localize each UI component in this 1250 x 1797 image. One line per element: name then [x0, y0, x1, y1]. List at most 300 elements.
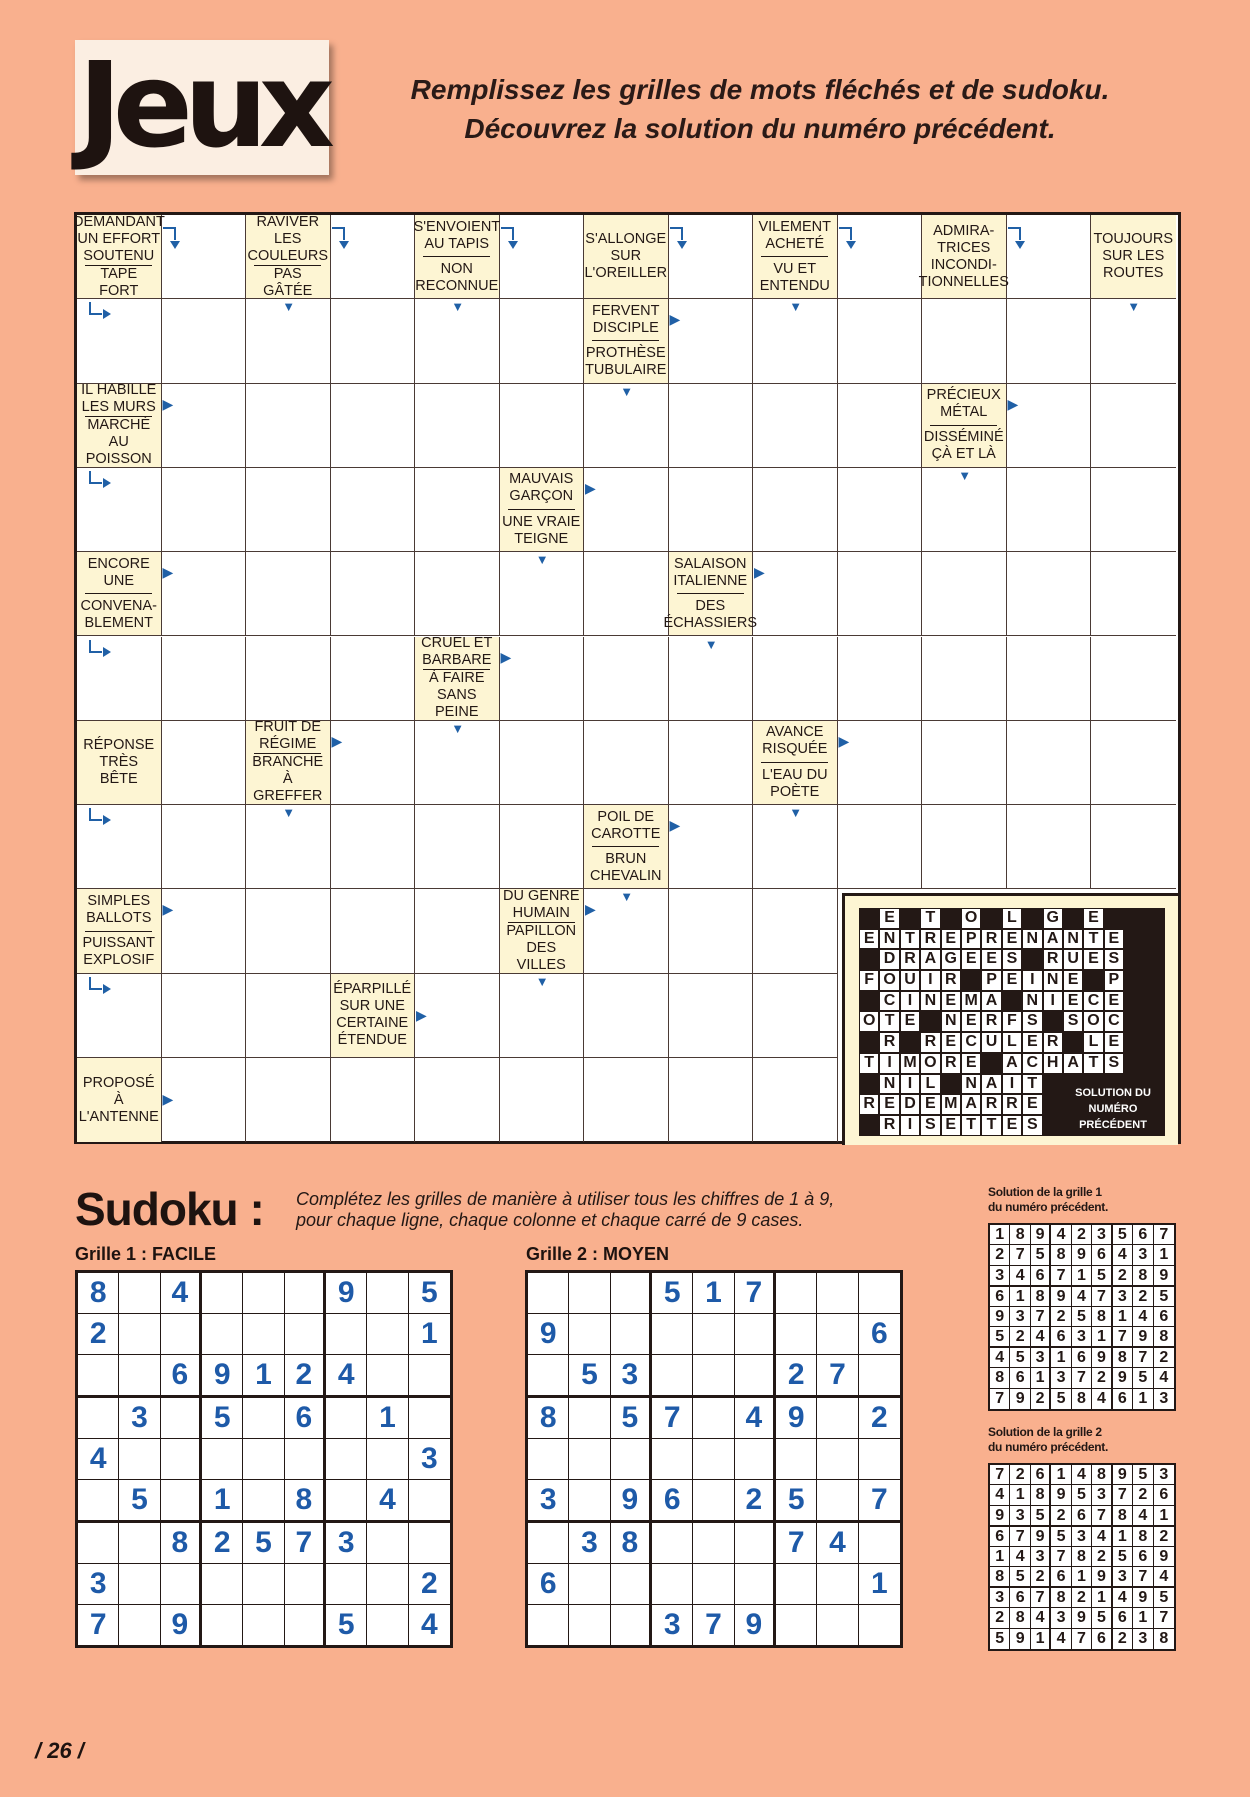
- sudoku-cell-empty[interactable]: [776, 1273, 817, 1314]
- sudoku-cell-empty[interactable]: [161, 1398, 202, 1439]
- solution-letter: N: [920, 991, 940, 1012]
- answer-cell[interactable]: [922, 552, 1007, 636]
- sudoku-cell-empty[interactable]: [776, 1605, 817, 1646]
- sudoku-cell-empty[interactable]: [119, 1273, 160, 1314]
- solution-cell-given: 2: [1154, 1348, 1174, 1368]
- sudoku-cell-empty[interactable]: [243, 1605, 284, 1645]
- sudoku-cell-given: 5: [202, 1398, 243, 1439]
- answer-cell[interactable]: [1007, 721, 1092, 805]
- answer-cell[interactable]: [584, 1058, 669, 1142]
- solution-cell-given: 3: [1010, 1307, 1030, 1327]
- arrow-right-icon: ▶: [1007, 395, 1019, 412]
- solution-letter: T: [961, 1115, 981, 1136]
- sudoku-cell-empty[interactable]: [367, 1273, 408, 1314]
- solution-cell-given: 6: [1072, 1506, 1092, 1527]
- solution-black-cell: [859, 908, 879, 929]
- answer-cell[interactable]: [331, 805, 416, 889]
- sudoku-cell-empty[interactable]: [78, 1523, 119, 1564]
- answer-cell[interactable]: [1007, 637, 1092, 721]
- solution-cell-given: 5: [1072, 1307, 1092, 1327]
- sudoku-cell-empty[interactable]: [326, 1480, 367, 1523]
- solution-letter: I: [920, 970, 940, 991]
- answer-cell[interactable]: [669, 384, 754, 468]
- sudoku-cell-empty[interactable]: [285, 1439, 326, 1480]
- solution-letter: R: [981, 929, 1001, 950]
- answer-cell[interactable]: [753, 974, 838, 1058]
- answer-cell[interactable]: [838, 299, 923, 383]
- sudoku-cell-empty[interactable]: [735, 1564, 776, 1605]
- answer-cell[interactable]: [162, 1058, 247, 1142]
- solution-letter: S: [1002, 949, 1022, 970]
- sudoku-cell-empty[interactable]: [611, 1564, 652, 1605]
- sudoku-cell-empty[interactable]: [652, 1564, 693, 1605]
- clue-text: S'ENVOIENT AU TAPIS: [413, 218, 501, 252]
- answer-cell[interactable]: [331, 215, 416, 299]
- sudoku-cell-empty[interactable]: [569, 1273, 610, 1314]
- answer-cell[interactable]: [753, 552, 838, 636]
- sudoku-cell-empty[interactable]: [367, 1564, 408, 1605]
- answer-cell[interactable]: [1091, 468, 1176, 552]
- answer-cell[interactable]: [838, 215, 923, 299]
- sudoku-cell-empty[interactable]: [569, 1314, 610, 1355]
- answer-cell[interactable]: [838, 721, 923, 805]
- solution-cell-given: 5: [1092, 1266, 1112, 1287]
- answer-cell[interactable]: [162, 721, 247, 805]
- answer-cell[interactable]: [584, 889, 669, 973]
- sudoku-cell-empty[interactable]: [528, 1523, 569, 1564]
- answer-cell[interactable]: [77, 805, 162, 889]
- sudoku-cell-empty[interactable]: [652, 1439, 693, 1480]
- solution-cell-given: 4: [1072, 1287, 1092, 1307]
- solution-cell-given: 3: [1072, 1527, 1092, 1547]
- answer-cell[interactable]: [753, 637, 838, 721]
- sudoku-cell-empty[interactable]: [78, 1355, 119, 1398]
- sudoku-cell-empty[interactable]: [693, 1439, 734, 1480]
- clue-cell: [922, 384, 1007, 468]
- solution-cell-given: 8: [1092, 1307, 1112, 1327]
- sudoku-cell-empty[interactable]: [776, 1564, 817, 1605]
- sudoku-cell-empty[interactable]: [202, 1564, 243, 1605]
- sudoku-cell-empty[interactable]: [859, 1439, 900, 1480]
- sudoku-cell-given: 7: [285, 1523, 326, 1564]
- clue-text: ENCORE UNE: [87, 555, 150, 589]
- answer-cell[interactable]: [669, 299, 754, 383]
- clue-cell: [77, 721, 162, 805]
- solution-cell-given: 4: [1092, 1527, 1112, 1547]
- solution-cell-given: 9: [1113, 1465, 1133, 1485]
- sudoku-cell-empty[interactable]: [817, 1314, 858, 1355]
- answer-cell[interactable]: [1007, 299, 1092, 383]
- sudoku-cell-empty[interactable]: [569, 1605, 610, 1646]
- sudoku-cell-empty[interactable]: [409, 1355, 450, 1398]
- sudoku-cell-empty[interactable]: [611, 1314, 652, 1355]
- sudoku-cell-empty[interactable]: [202, 1273, 243, 1314]
- answer-cell[interactable]: [753, 384, 838, 468]
- sudoku-cell-empty[interactable]: [243, 1273, 284, 1314]
- answer-cell[interactable]: [1091, 552, 1176, 636]
- grid2-label: Grille 2 : MOYEN: [526, 1244, 670, 1264]
- solution-letter: R: [1043, 1032, 1063, 1053]
- answer-cell[interactable]: [331, 468, 416, 552]
- sudoku-instructions-line-1: Complétez les grilles de manière à utiliser tous les chiffres de 1 à 9,: [296, 1189, 835, 1209]
- sudoku-cell-given: 2: [409, 1564, 450, 1605]
- answer-cell[interactable]: [1007, 552, 1092, 636]
- sudoku-cell-empty[interactable]: [652, 1355, 693, 1398]
- solution-grid-2: [988, 1463, 1176, 1651]
- sudoku-title: Sudoku :: [75, 1183, 264, 1235]
- answer-cell[interactable]: [162, 215, 247, 299]
- answer-cell[interactable]: [584, 974, 669, 1058]
- sudoku-cell-empty[interactable]: [859, 1355, 900, 1398]
- answer-cell[interactable]: [922, 468, 1007, 552]
- sudoku-grid-1: [75, 1270, 453, 1648]
- sudoku-cell-empty[interactable]: [611, 1605, 652, 1646]
- answer-cell[interactable]: [922, 637, 1007, 721]
- sudoku-cell-empty[interactable]: [569, 1398, 610, 1439]
- answer-cell[interactable]: [1091, 637, 1176, 721]
- answer-cell[interactable]: [77, 299, 162, 383]
- sudoku-cell-empty[interactable]: [693, 1398, 734, 1439]
- answer-cell[interactable]: [162, 974, 247, 1058]
- answer-cell[interactable]: [500, 1058, 585, 1142]
- sudoku-cell-empty[interactable]: [119, 1564, 160, 1605]
- answer-cell[interactable]: [584, 384, 669, 468]
- sudoku-cell-given: 8: [285, 1480, 326, 1523]
- sudoku-cell-empty[interactable]: [693, 1355, 734, 1398]
- sudoku-cell-empty[interactable]: [202, 1314, 243, 1355]
- sudoku-cell-empty[interactable]: [409, 1398, 450, 1439]
- solution-letter: S: [1022, 1011, 1042, 1032]
- page-number: / 26 /: [35, 1738, 84, 1763]
- answer-cell[interactable]: [500, 637, 585, 721]
- answer-cell[interactable]: [331, 384, 416, 468]
- answer-cell[interactable]: [331, 552, 416, 636]
- answer-cell[interactable]: [669, 889, 754, 973]
- solution-cell-given: 7: [1133, 1348, 1153, 1368]
- sudoku-cell-empty[interactable]: [776, 1439, 817, 1480]
- solution-cell-given: 5: [1031, 1245, 1051, 1265]
- arrow-down-icon: ▼: [451, 720, 465, 736]
- answer-cell[interactable]: [162, 637, 247, 721]
- answer-cell[interactable]: [246, 637, 331, 721]
- answer-cell[interactable]: [162, 889, 247, 973]
- answer-cell[interactable]: [331, 299, 416, 383]
- solution-black-cell: [859, 949, 879, 970]
- answer-cell[interactable]: [838, 468, 923, 552]
- answer-cell[interactable]: [500, 721, 585, 805]
- sudoku-cell-empty[interactable]: [735, 1314, 776, 1355]
- arrow-down-icon: ▼: [704, 636, 718, 652]
- answer-cell[interactable]: [1007, 805, 1092, 889]
- answer-cell[interactable]: [753, 889, 838, 973]
- answer-cell[interactable]: [584, 468, 669, 552]
- sudoku-cell-empty[interactable]: [367, 1439, 408, 1480]
- answer-cell[interactable]: [415, 721, 500, 805]
- sudoku-cell-empty[interactable]: [161, 1480, 202, 1523]
- solution-letter: A: [1043, 929, 1063, 950]
- sudoku-cell-empty[interactable]: [202, 1605, 243, 1645]
- solution-cell-given: 2: [1051, 1506, 1071, 1527]
- answer-cell[interactable]: [669, 974, 754, 1058]
- solution-cell-given: 1: [1154, 1506, 1174, 1527]
- answer-cell[interactable]: [838, 384, 923, 468]
- sudoku-cell-empty[interactable]: [569, 1564, 610, 1605]
- sudoku-cell-empty[interactable]: [817, 1398, 858, 1439]
- sudoku-cell-empty[interactable]: [817, 1564, 858, 1605]
- sudoku-cell-given: 5: [409, 1273, 450, 1314]
- answer-cell[interactable]: [246, 384, 331, 468]
- answer-cell[interactable]: [500, 974, 585, 1058]
- answer-cell[interactable]: [331, 1058, 416, 1142]
- clue-cell: [331, 974, 416, 1058]
- answer-cell[interactable]: [838, 637, 923, 721]
- sudoku-cell-empty[interactable]: [119, 1605, 160, 1645]
- sudoku-cell-empty[interactable]: [735, 1523, 776, 1564]
- arrow-down-icon: ▼: [958, 467, 972, 483]
- sudoku-cell-empty[interactable]: [817, 1439, 858, 1480]
- solution-letter: S: [1104, 949, 1124, 970]
- answer-cell[interactable]: [922, 721, 1007, 805]
- answer-cell[interactable]: [753, 468, 838, 552]
- clue-cell: [415, 215, 500, 299]
- sudoku-cell-given: 5: [569, 1355, 610, 1398]
- answer-cell[interactable]: [584, 721, 669, 805]
- sudoku-cell-empty[interactable]: [569, 1480, 610, 1523]
- solution-letter: R: [920, 929, 940, 950]
- answer-cell[interactable]: [753, 299, 838, 383]
- sudoku-cell-empty[interactable]: [119, 1439, 160, 1480]
- answer-cell[interactable]: [246, 468, 331, 552]
- sudoku-cell-empty[interactable]: [243, 1564, 284, 1605]
- solution-black-cell: [1083, 970, 1103, 991]
- answer-cell[interactable]: [584, 552, 669, 636]
- answer-cell[interactable]: [669, 721, 754, 805]
- sudoku-cell-empty[interactable]: [367, 1355, 408, 1398]
- answer-cell[interactable]: [1007, 468, 1092, 552]
- answer-cell[interactable]: [415, 805, 500, 889]
- answer-cell[interactable]: [415, 552, 500, 636]
- sudoku-cell-empty[interactable]: [528, 1273, 569, 1314]
- solution-cell-given: 4: [1113, 1245, 1133, 1265]
- solution-letter: O: [920, 1053, 940, 1074]
- sudoku-cell-empty[interactable]: [693, 1314, 734, 1355]
- answer-cell[interactable]: [1007, 384, 1092, 468]
- arrow-down-icon: ▼: [1127, 299, 1141, 315]
- solution-black-cell: [981, 1053, 1001, 1074]
- answer-cell[interactable]: [753, 1058, 838, 1142]
- answer-cell[interactable]: [500, 299, 585, 383]
- answer-cell[interactable]: [77, 974, 162, 1058]
- solution-cell-given: 9: [1010, 1629, 1030, 1649]
- sudoku-cell-given: 4: [420, 1608, 438, 1641]
- answer-cell[interactable]: [1091, 299, 1176, 383]
- clue-text: CONVENA-BLEMENT: [80, 597, 158, 631]
- sudoku-cell-empty[interactable]: [569, 1439, 610, 1480]
- sudoku-cell-empty[interactable]: [285, 1314, 326, 1355]
- answer-cell[interactable]: [500, 384, 585, 468]
- sudoku-cell-given: 4: [78, 1439, 119, 1480]
- solution-cell-given: 6: [1154, 1485, 1174, 1505]
- sudoku-cell-empty[interactable]: [528, 1355, 569, 1398]
- answer-cell[interactable]: [1091, 805, 1176, 889]
- sudoku-cell-empty[interactable]: [367, 1605, 408, 1645]
- solution-cell-given: 9: [990, 1506, 1010, 1527]
- clue-cell: [500, 468, 585, 552]
- answer-cell[interactable]: [669, 805, 754, 889]
- answer-cell[interactable]: [162, 468, 247, 552]
- sudoku-cell-given: 5: [776, 1480, 817, 1523]
- solution-letter: E: [1083, 908, 1103, 929]
- answer-cell[interactable]: [415, 299, 500, 383]
- sudoku-cell-empty[interactable]: [735, 1355, 776, 1398]
- sudoku-cell-empty[interactable]: [161, 1564, 202, 1605]
- answer-cell[interactable]: [246, 889, 331, 973]
- sudoku-cell-empty[interactable]: [611, 1273, 652, 1314]
- sudoku-cell-empty[interactable]: [78, 1398, 119, 1439]
- answer-cell[interactable]: [415, 889, 500, 973]
- sudoku-cell-empty[interactable]: [817, 1273, 858, 1314]
- clue-text: TOUJOURS SUR LES ROUTES: [1093, 231, 1173, 282]
- sudoku-cell-empty[interactable]: [326, 1398, 367, 1439]
- clue-text: PAPILLON DES VILLES: [506, 923, 577, 974]
- answer-cell[interactable]: [669, 468, 754, 552]
- answer-cell[interactable]: [1007, 215, 1092, 299]
- sudoku-cell-empty[interactable]: [285, 1605, 326, 1645]
- sudoku-cell-empty[interactable]: [776, 1314, 817, 1355]
- answer-cell[interactable]: [1091, 721, 1176, 805]
- sudoku-cell-given: 5: [326, 1605, 367, 1645]
- answer-cell[interactable]: [246, 805, 331, 889]
- answer-cell[interactable]: [500, 805, 585, 889]
- sudoku-cell-empty[interactable]: [243, 1439, 284, 1480]
- sudoku-cell-empty[interactable]: [693, 1480, 734, 1523]
- solution-letter: N: [1022, 991, 1042, 1012]
- arrow-right-icon: ▶: [331, 732, 343, 749]
- answer-cell[interactable]: [500, 552, 585, 636]
- sudoku-cell-given: 1: [243, 1355, 284, 1398]
- sudoku-cell-empty[interactable]: [326, 1439, 367, 1480]
- sudoku-cell-empty[interactable]: [652, 1523, 693, 1564]
- sudoku-cell-empty[interactable]: [693, 1564, 734, 1605]
- answer-cell[interactable]: [162, 384, 247, 468]
- arrow-right-icon: ▶: [669, 817, 681, 834]
- solution-cell-given: 7: [1154, 1225, 1174, 1245]
- clue-cell: [753, 721, 838, 805]
- sudoku-cell-empty[interactable]: [326, 1314, 367, 1355]
- sudoku-cell-empty[interactable]: [817, 1605, 858, 1646]
- solution-letter: E: [920, 1094, 940, 1115]
- sudoku-cell-given: 8: [161, 1523, 202, 1564]
- solution-cell-given: 4: [1133, 1307, 1153, 1327]
- sudoku-cell-empty[interactable]: [409, 1523, 450, 1564]
- answer-cell[interactable]: [669, 637, 754, 721]
- sudoku-cell-empty[interactable]: [859, 1605, 900, 1646]
- sudoku-cell-empty[interactable]: [409, 1480, 450, 1523]
- sudoku-cell-empty[interactable]: [161, 1439, 202, 1480]
- sudoku-cell-empty[interactable]: [202, 1439, 243, 1480]
- sudoku-cell-empty[interactable]: [119, 1355, 160, 1398]
- sudoku-cell-empty[interactable]: [611, 1439, 652, 1480]
- answer-cell[interactable]: [415, 384, 500, 468]
- solution-letter: E: [1002, 970, 1022, 991]
- solution-black-cell: [1124, 1011, 1144, 1032]
- solution-cell-given: 5: [1072, 1485, 1092, 1505]
- answer-cell[interactable]: [162, 805, 247, 889]
- sudoku-cell-empty[interactable]: [285, 1564, 326, 1605]
- answer-cell[interactable]: [331, 721, 416, 805]
- clue-cell: [77, 1058, 162, 1142]
- sudoku-cell-empty[interactable]: [119, 1523, 160, 1564]
- sudoku-cell-empty[interactable]: [735, 1439, 776, 1480]
- sudoku-cell-empty[interactable]: [243, 1398, 284, 1439]
- solution-letter: E: [941, 929, 961, 950]
- sudoku-cell-empty[interactable]: [285, 1273, 326, 1314]
- sudoku-cell-empty[interactable]: [161, 1314, 202, 1355]
- answer-cell[interactable]: [838, 805, 923, 889]
- answer-cell[interactable]: [415, 1058, 500, 1142]
- solution-cell-given: 5: [1051, 1389, 1071, 1409]
- answer-cell[interactable]: [246, 1058, 331, 1142]
- sudoku-cell-empty[interactable]: [367, 1523, 408, 1564]
- sudoku-cell-empty[interactable]: [78, 1480, 119, 1523]
- clue-text: FRUIT DE RÉGIME: [254, 719, 322, 753]
- sudoku-cell-given: 4: [367, 1480, 408, 1523]
- sudoku-cell-empty[interactable]: [367, 1314, 408, 1355]
- sudoku-cell-empty[interactable]: [693, 1523, 734, 1564]
- answer-cell[interactable]: [415, 974, 500, 1058]
- answer-cell[interactable]: [77, 637, 162, 721]
- answer-cell[interactable]: [1091, 384, 1176, 468]
- solution-letter: E: [1022, 1032, 1042, 1053]
- sudoku-cell-empty[interactable]: [243, 1480, 284, 1523]
- solution-cell-given: 1: [1072, 1567, 1092, 1588]
- answer-cell[interactable]: [246, 552, 331, 636]
- answer-cell[interactable]: [415, 468, 500, 552]
- answer-cell[interactable]: [331, 889, 416, 973]
- answer-cell[interactable]: [331, 637, 416, 721]
- answer-cell[interactable]: [922, 299, 1007, 383]
- answer-cell[interactable]: [669, 1058, 754, 1142]
- solution-letter: D: [900, 1094, 920, 1115]
- solution-cell-given: 8: [1010, 1608, 1030, 1628]
- sudoku-cell-empty[interactable]: [528, 1439, 569, 1480]
- answer-cell[interactable]: [162, 552, 247, 636]
- sudoku-cell-given: 9: [611, 1480, 652, 1523]
- answer-cell[interactable]: [838, 552, 923, 636]
- answer-cell[interactable]: [669, 215, 754, 299]
- answer-cell[interactable]: [584, 637, 669, 721]
- solution-letter: N: [961, 1074, 981, 1095]
- answer-cell[interactable]: [500, 215, 585, 299]
- sudoku-cell-empty[interactable]: [859, 1273, 900, 1314]
- solution-cell-given: 6: [1051, 1567, 1071, 1588]
- answer-cell[interactable]: [922, 805, 1007, 889]
- answer-cell[interactable]: [246, 299, 331, 383]
- sudoku-cell-empty[interactable]: [859, 1523, 900, 1564]
- sudoku-cell-empty[interactable]: [243, 1314, 284, 1355]
- answer-cell[interactable]: [753, 805, 838, 889]
- sudoku-cell-empty[interactable]: [119, 1314, 160, 1355]
- sudoku-instructions: [296, 1189, 834, 1231]
- sudoku-cell-empty[interactable]: [652, 1314, 693, 1355]
- solution-letter: U: [981, 1032, 1001, 1053]
- answer-cell[interactable]: [162, 299, 247, 383]
- answer-cell[interactable]: [246, 974, 331, 1058]
- sudoku-cell-empty[interactable]: [528, 1605, 569, 1646]
- sudoku-cell-empty[interactable]: [817, 1480, 858, 1523]
- answer-cell[interactable]: [77, 468, 162, 552]
- sudoku-cell-empty[interactable]: [326, 1564, 367, 1605]
